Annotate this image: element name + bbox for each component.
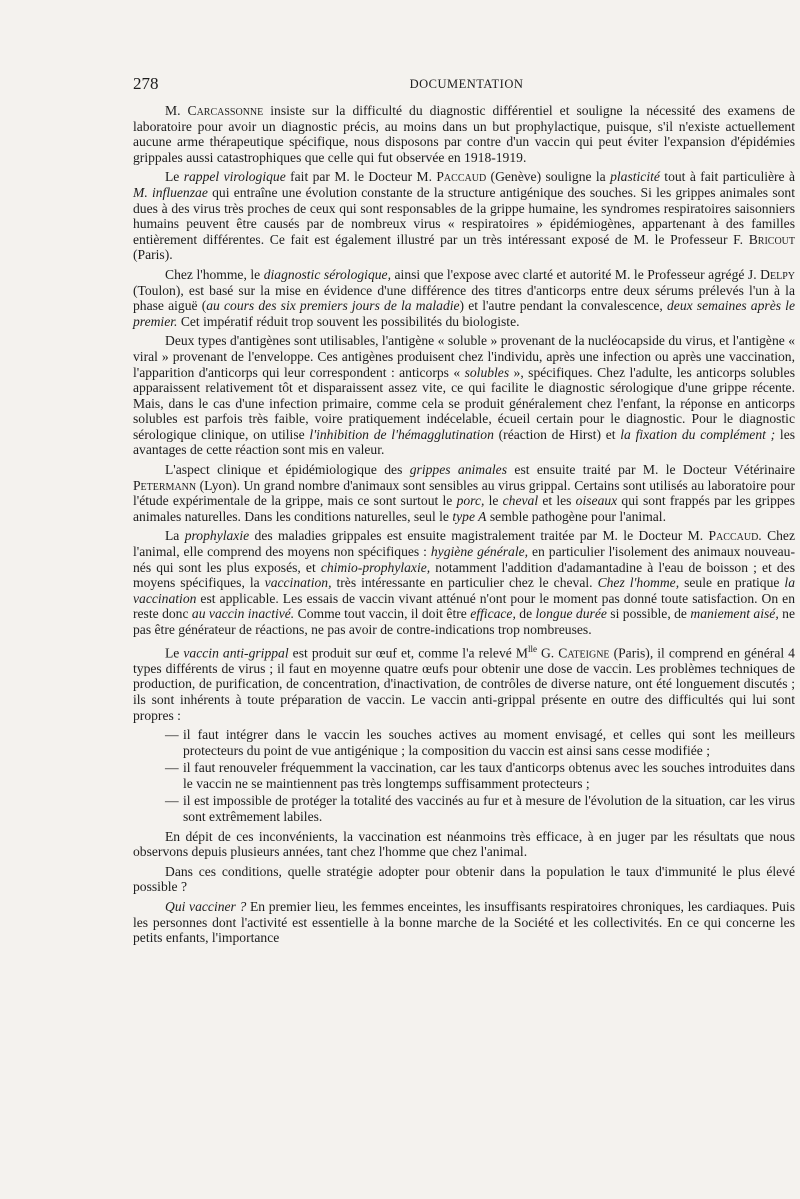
paragraph-6: La prophylaxie des maladies grippales est ensuite magistralement traitée par M. le Docteur M. Paccaud. Chez l'animal, elle comprend des moyens non spécifiques : hygiène générale, en particulier l'isolement des animaux nouveau-nés qui sont les plus exposés, et chimio-prophylaxie, notamment l'addition d'adamantadine à l'eau de boisson ; et des moyens spécifiques, la vaccination, très intéressante en particulier chez le cheval. Chez l'homme, seule en pratique la vaccination est applicable. Les essais de vaccin vivant atténué n'ont pour le moment pas donné toute satisfaction. On en reste donc au vaccin inactivé. Comme tout vaccin, il doit être efficace, de longue durée si possible, de maniement aisé, ne pas être générateur de réactions, ne pas avoir de contre-indications trop nombreuses.: [133, 528, 796, 637]
paragraph-8: En dépit de ces inconvénients, la vaccination est néanmoins très efficace, à en juger par les résultats que nous observons depuis plusieurs années, tant chez l'homme que chez l'animal.: [133, 828, 795, 860]
author-name: Petermann: [133, 477, 197, 493]
paragraph-3: Chez l'homme, le diagnostic sérologique, ainsi que l'expose avec clarté et autorité M. le Professeur agrégé J. Delpy (Toulon), est basé sur la mise en évidence d'une différence des titres d'anticorps entre deux sérums prélevés l'un à la phase aiguë (au cours des six premiers jours de la maladie) et l'autre pendant la convalescence, deux semaines après le premier. Cet impératif réduit trop souvent les possibilités du biologiste.: [133, 266, 795, 329]
paragraph-2: Le rappel virologique fait par M. le Docteur M. Paccaud (Genève) souligne la plasticité tout à fait particulière à M. influenzae qui entraîne une évolution constante de la structure antigénique des souches. Si les grippes animales sont dues à des virus très proches de ceux qui sont responsables de la grippe humaine, les syndromes respiratoires saisonniers humains peuvent être causés par de nombreux virus « respiratoires » épidémiogènes, appartenant à des familles entièrement différentes. Ce fait est également illustré par un très intéressant exposé de M. le Professeur F. Bricout (Paris).: [133, 169, 795, 263]
article-body: [133, 103, 795, 950]
page-number: 278: [133, 74, 159, 93]
author-name: Bricout: [748, 231, 795, 247]
paragraph-10: Qui vacciner ? En premier lieu, les femmes enceintes, les insuffisants respiratoires chroniques, les cardiaques. Puis les personnes dont l'activité est essentielle à la bonne marche de la Société et les collectivités. En ce qui concerne les petits enfants, l'importance: [133, 899, 795, 946]
author-name: Paccaud: [708, 528, 759, 544]
running-title: DOCUMENTATION: [409, 77, 524, 91]
list-item: — il faut renouveler fréquemment la vaccination, car les taux d'anticorps obtenus avec les souches introduites dans le vaccin ne se maintiennent pas très longtemps suffisamment protecteurs ;: [165, 760, 795, 791]
paragraph-1: M. Carcassonne insiste sur la difficulté du diagnostic différentiel et souligne la nécessité des examens de laboratoire pour avoir un diagnostic précis, au moins dans un but prophylactique, puisque, s'il n'existe actuellement aucune arme thérapeutique spécifique, nous disposons par contre d'un vaccin qui peut éviter l'expansion d'épidémies grippales aussi catastrophiques que celle qui fut observée en 1918-1919.: [133, 103, 795, 165]
paragraph-7: Le vaccin anti-grippal est produit sur œuf et, comme l'a relevé $M^{lle}$ G. Cateigne (Paris), il comprend en général 4 types différents de virus ; il faut en moyenne quatre œufs pour obtenir une dose de vaccin. Les problèmes techniques de production, de purification, de concentration, d'inactivation, de contrôles de diverse nature, ont été longuement discutés ; ils sont inhérents à toute préparation de vaccin. Le vaccin anti-grippal présente en outre des difficultés qui lui sont propres :: [133, 643, 795, 723]
difficulties-list: [133, 727, 795, 825]
paragraph-4: Deux types d'antigènes sont utilisables, l'antigène « soluble » provenant de la nucléocapside du virus, et l'antigène « viral » provenant de l'enveloppe. Ces antigènes produisent chez l'individu, après une infection ou après une vaccination, l'apparition d'anticorps qui leur correspondent : anticorps « solubles », spécifiques. Chez l'adulte, les anticorps solubles apparaissent relativement tôt et disparaissent assez vite, ce qui facilite le diagnostic sérologique d'une grippe récente. Mais, dans le cas d'une infection primaire, comme cela se produit généralement chez l'enfant, la réponse en anticorps solubles est parfois très faible, voire pratiquement indécelable, écueil certain pour le diagnostic. Pour le diagnostic sérologique clinique, on utilise l'inhibition de l'hémagglutination (réaction de Hirst) et la fixation du complément ; les avantages de cette réaction sont mis en valeur.: [133, 333, 796, 458]
author-name: Cateigne: [558, 645, 610, 661]
paragraph-9: Dans ces conditions, quelle stratégie adopter pour obtenir dans la population le taux d'immunité le plus élevé possible ?: [133, 863, 795, 895]
list-item: — il faut intégrer dans le vaccin les souches actives au moment envisagé, et celles qui sont les meilleurs protecteurs du point de vue antigénique ; la composition du vaccin est ainsi sans cesse modifiée ;: [165, 727, 795, 758]
author-name: Paccaud: [436, 169, 487, 185]
page-header: [133, 74, 800, 96]
author-name: Carcassonne: [187, 103, 264, 118]
paragraph-5: L'aspect clinique et épidémiologique des grippes animales est ensuite traité par M. le Docteur Vétérinaire Petermann (Lyon). Un grand nombre d'animaux sont sensibles au virus grippal. Certains sont utilisés au laboratoire pour l'étude expérimentale de la grippe, mais ce sont surtout le porc, le cheval et les oiseaux qui sont frappés par les grippes animales naturelles. Dans les conditions naturelles, seul le type A semble pathogène pour l'animal.: [133, 462, 796, 524]
author-name: Delpy: [760, 266, 795, 282]
list-item: — il est impossible de protéger la totalité des vaccinés au fur et à mesure de l'évolution de la situation, car les virus sont extrêmement labiles.: [165, 793, 795, 825]
